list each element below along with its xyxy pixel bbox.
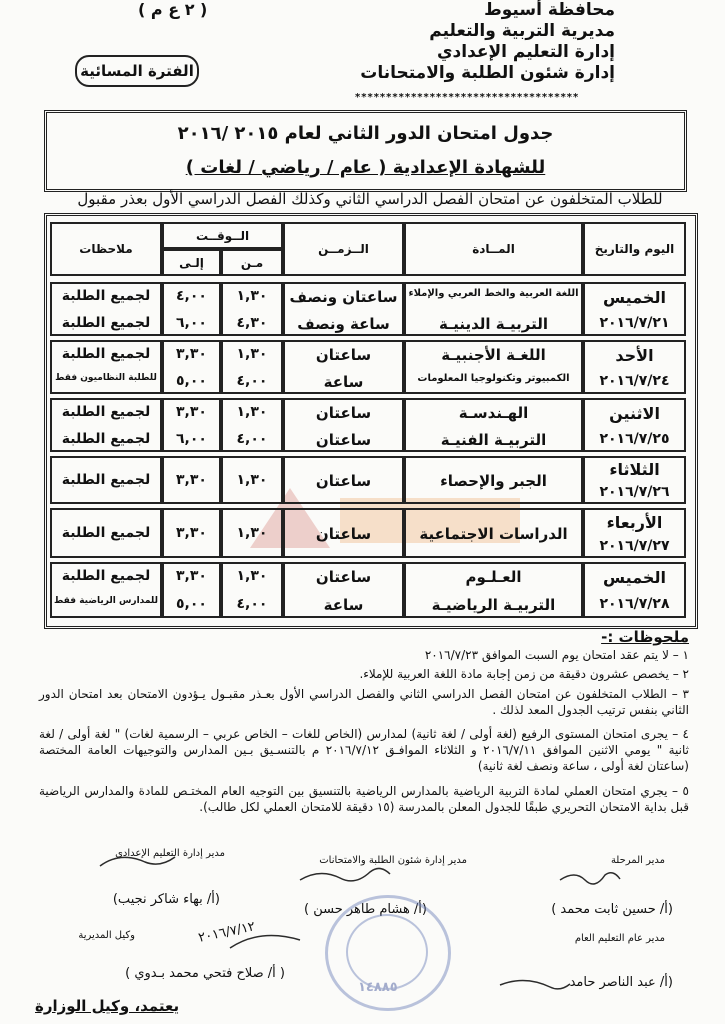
signature-title-prep: مدير إدارة التعليم الإعدادي — [115, 848, 225, 859]
duration-value: ساعتان — [315, 430, 372, 449]
to-value: ٣,٣٠ — [176, 403, 207, 420]
duration-value: ساعتان — [315, 568, 372, 586]
signature-name-gm: (أ/ عبد الناصر حامد — [569, 975, 673, 990]
notes-value: لجميع الطلبة — [61, 472, 151, 488]
to-value: ٣,٣٠ — [176, 345, 207, 362]
duration-value: ساعتان — [315, 472, 372, 490]
subject-value: الكمبيوتر وتكنولوجيا المعلومات — [417, 372, 570, 384]
stars-divider: ************************************ — [355, 92, 580, 103]
header-day: اليوم والتاريخ — [583, 222, 686, 276]
day-name: الثلاثاء — [609, 460, 660, 479]
intro-text: للطلاب المتخلفون عن امتحان الفصل الدراسي الثاني وكذلك الفصل الدراسي الأول بعذر مقبول — [77, 190, 663, 208]
header-to: إلـى — [162, 249, 221, 276]
header-subject: المــادة — [404, 222, 583, 276]
stamp-number: ١٤٨٨٥ — [358, 980, 398, 995]
to-value: ٤,٠٠ — [176, 287, 207, 304]
day-name: الأربعاء — [606, 512, 663, 532]
notes-value: للطلبة النظاميون فقط — [55, 372, 157, 383]
from-value: ٤,٣٠ — [236, 314, 268, 331]
signature-name-stage: (أ/ حسين ثابت محمد ) — [551, 902, 673, 917]
notes-title: ملحوظات :- — [601, 628, 689, 646]
subject-value: اللغـة الأجنبيـة — [441, 345, 546, 364]
notes-value: لجميع الطلبة — [61, 287, 151, 304]
notes-value: لجميع الطلبة — [61, 430, 151, 447]
from-value: ١,٣٠ — [236, 568, 268, 584]
signature-title-deputy: وكيل المديرية — [78, 930, 135, 941]
subject-value: التربيـة الدينيـة — [439, 314, 548, 333]
header-directorate: مديرية التربية والتعليم — [429, 21, 615, 41]
to-value: ٦,٠٠ — [176, 430, 207, 447]
day-date: ٢٠١٦/٧/٢٥ — [599, 430, 670, 447]
from-value: ١,٣٠ — [236, 345, 268, 362]
from-value: ٤,٠٠ — [236, 430, 268, 447]
subject-value: الدراسات الاجتماعية — [419, 525, 568, 543]
signature-title-gm: مدير عام التعليم العام — [574, 933, 665, 944]
day-name: الخميس — [603, 287, 666, 307]
note-item: ٥ – يجري امتحان العملي لمادة التربية الرياضية بالمدارس الرياضية بالتنسيق بين التوجيه العام المختـص للمادة والمدارس الرياضية قبل بداية الامتحان التحريري طبقًا للجدول المعلن بالمدرسة (١٥ دقيقة للامتحان العملي لكل طالب). — [39, 784, 689, 814]
title-line-1: جدول امتحان الدور الثاني لعام ٢٠١٥ /٢٠١٦ — [177, 123, 554, 144]
day-date: ٢٠١٦/٧/٢٤ — [599, 372, 670, 389]
duration-value: ساعة ونصف — [297, 314, 390, 333]
from-value: ١,٣٠ — [236, 525, 268, 541]
header-governorate: محافظة أسيوط — [484, 0, 615, 20]
notes-value: لجميع الطلبة — [61, 403, 151, 420]
duration-value: ساعتان ونصف — [289, 287, 398, 306]
from-value: ١,٣٠ — [236, 403, 268, 420]
note-item: ٢ – يخصص عشرون دقيقة من زمن إجابة مادة اللغة العربية للإملاء. — [359, 667, 689, 681]
subject-value: الهـندسـة — [458, 403, 529, 422]
to-value: ٣,٣٠ — [176, 472, 207, 488]
to-value: ٣,٣٠ — [176, 568, 207, 584]
header-duration: الــزمــن — [283, 222, 404, 276]
day-date: ٢٠١٦/٧/٢١ — [599, 314, 670, 331]
day-date: ٢٠١٦/٧/٢٨ — [599, 596, 670, 612]
signature-title-students: مدير إدارة شئون الطلبة والامتحانات — [319, 855, 467, 866]
day-date: ٢٠١٦/٧/٢٦ — [599, 484, 670, 500]
header-department: إدارة شئون الطلبة والامتحانات — [360, 63, 615, 83]
header-notes: ملاحظات — [50, 222, 162, 276]
header-administration: إدارة التعليم الإعدادي — [436, 42, 615, 62]
header-time: الــوقــت — [162, 222, 283, 249]
duration-value: ساعة — [323, 596, 364, 614]
to-value: ٣,٣٠ — [176, 525, 207, 541]
title-line-2: للشهادة الإعدادية ( عام / رياضي / لغات ) — [185, 157, 546, 178]
from-value: ٤,٠٠ — [236, 596, 268, 612]
signature-name-deputy: ( أ/ صلاح فتحي محمد بـدوي ) — [125, 966, 285, 981]
signature-date: ٢٠١٦/٧/١٢ — [197, 919, 257, 946]
from-value: ٤,٠٠ — [236, 372, 268, 389]
from-value: ١,٣٠ — [236, 472, 268, 488]
notes-value: لجميع الطلبة — [61, 345, 151, 362]
subject-value: العـلـوم — [465, 568, 522, 586]
note-item: ٤ – يجرى امتحان المستوى الرفيع (لغة أولى / لغة ثانية) لمدارس (الخاص للغات – الخاص عربي – الرسمية لغات) " لغة أولى / لغة ثانية " يومي الاثنين الموافق ٢٠١٦/٧/١١ و الثلاثاء الموافـق ٢٠١٦/٧/١٢ م بالتنسـيق بـين المدارس والتوجيهات العامة المختصة (ساعتان لغة أولى ، ساعة ونصف لغة ثانية) — [39, 727, 689, 773]
to-value: ٦,٠٠ — [176, 314, 207, 331]
subject-value: التربيـة الرياضيـة — [431, 596, 556, 614]
notes-value: لجميع الطلبة — [61, 568, 151, 584]
subject-value: الجبر والإحصاء — [440, 472, 547, 490]
approval-text: يعتمد، وكيل الوزارة — [35, 997, 180, 1015]
period-badge: الفترة المسائية — [75, 55, 199, 87]
duration-value: ساعتان — [315, 525, 372, 543]
day-name: الخميس — [603, 568, 666, 587]
notes-value: لجميع الطلبة — [61, 525, 151, 541]
day-name: الأحد — [615, 345, 654, 365]
signature-name-prep: (أ/ بهاء شاكر نجيب) — [112, 892, 220, 907]
header-from: مـن — [221, 249, 283, 276]
subject-value: اللغة العربية والخط العربي والإملاء — [408, 287, 579, 299]
signature-name-students: (أ/ هشام طاهر حسن ) — [304, 902, 427, 917]
duration-value: ساعتان — [315, 403, 372, 422]
to-value: ٥,٠٠ — [176, 596, 207, 612]
note-item: ١ – لا يتم عقد امتحان يوم السبت الموافق ٢٠١٦/٧/٢٣ — [424, 648, 689, 662]
subject-value: التربيـة الفنيـة — [440, 430, 547, 449]
notes-value: لجميع الطلبة — [61, 314, 151, 331]
day-date: ٢٠١٦/٧/٢٧ — [599, 537, 670, 554]
document-code: ( ٢ ع م ) — [138, 0, 208, 19]
duration-value: ساعة — [323, 372, 364, 391]
notes-value: للمدارس الرياضية فقط — [54, 596, 158, 606]
to-value: ٥,٠٠ — [176, 372, 207, 389]
signature-title-stage: مدير المرحلة — [610, 855, 665, 866]
day-name: الاثنين — [609, 403, 660, 423]
note-item: ٣ – الطلاب المتخلفون عن امتحان الفصل الدراسي الثاني والفصل الدراسي الأول بعـذر مقبـول يـؤدون الامتحان بعد امتحان الدور الثاني بنفس ترتيب الجدول المعد لذلك . — [39, 687, 689, 717]
from-value: ١,٣٠ — [236, 287, 268, 304]
duration-value: ساعتان — [315, 345, 372, 364]
